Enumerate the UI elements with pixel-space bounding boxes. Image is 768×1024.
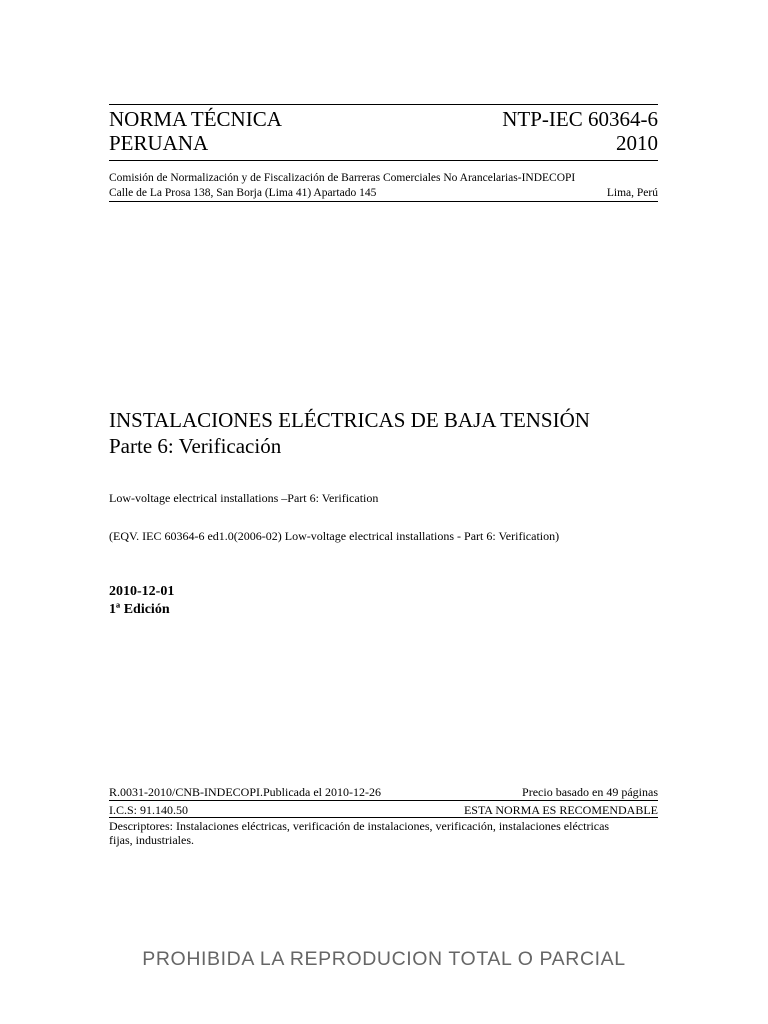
edition-date: 2010-12-01 xyxy=(109,584,175,599)
english-title: Low-voltage electrical installations –Part 6: Verification xyxy=(109,491,379,505)
standard-code: NTP-IEC 60364-6 xyxy=(502,107,658,131)
descriptors-line1: Descriptores: Instalaciones eléctricas, verificación de instalaciones, verificación, instalaciones eléctricas xyxy=(109,819,610,833)
ics-rule xyxy=(109,817,658,818)
publication-reference: R.0031-2010/CNB-INDECOPI.Publicada el 2010-12-26 xyxy=(109,785,381,799)
reproduction-notice: PROHIBIDA LA REPRODUCION TOTAL O PARCIAL xyxy=(142,948,626,970)
commission-city: Lima, Perú xyxy=(606,187,658,199)
ics-code: I.C.S: 91.140.50 xyxy=(109,803,189,817)
document-title: INSTALACIONES ELÉCTRICAS DE BAJA TENSIÓN xyxy=(109,408,590,432)
header-rule xyxy=(109,160,658,161)
descriptors-line2: fijas, industriales. xyxy=(109,833,194,847)
publication-rule xyxy=(109,800,658,801)
norm-title-line1: NORMA TÉCNICA xyxy=(109,107,282,131)
commission-address: Calle de La Prosa 138, San Borja (Lima 41) Apartado 145 xyxy=(109,187,377,199)
standard-year: 2010 xyxy=(616,131,658,155)
commission-name: Comisión de Normalización y de Fiscalización de Barreras Comerciales No Arancelarias-INDECOPI xyxy=(109,172,576,184)
top-rule xyxy=(109,104,658,105)
recommendation-note: ESTA NORMA ES RECOMENDABLE xyxy=(463,803,658,817)
norm-title-line2: PERUANA xyxy=(109,131,209,155)
edition-number: 1ª Edición xyxy=(109,602,170,617)
equivalence-note: (EQV. IEC 60364-6 ed1.0(2006-02) Low-voltage electrical installations - Part 6: Verification) xyxy=(109,529,560,543)
price-note: Precio basado en 49 páginas xyxy=(522,785,658,799)
commission-rule xyxy=(109,201,658,202)
document-subtitle: Parte 6: Verificación xyxy=(109,434,282,458)
